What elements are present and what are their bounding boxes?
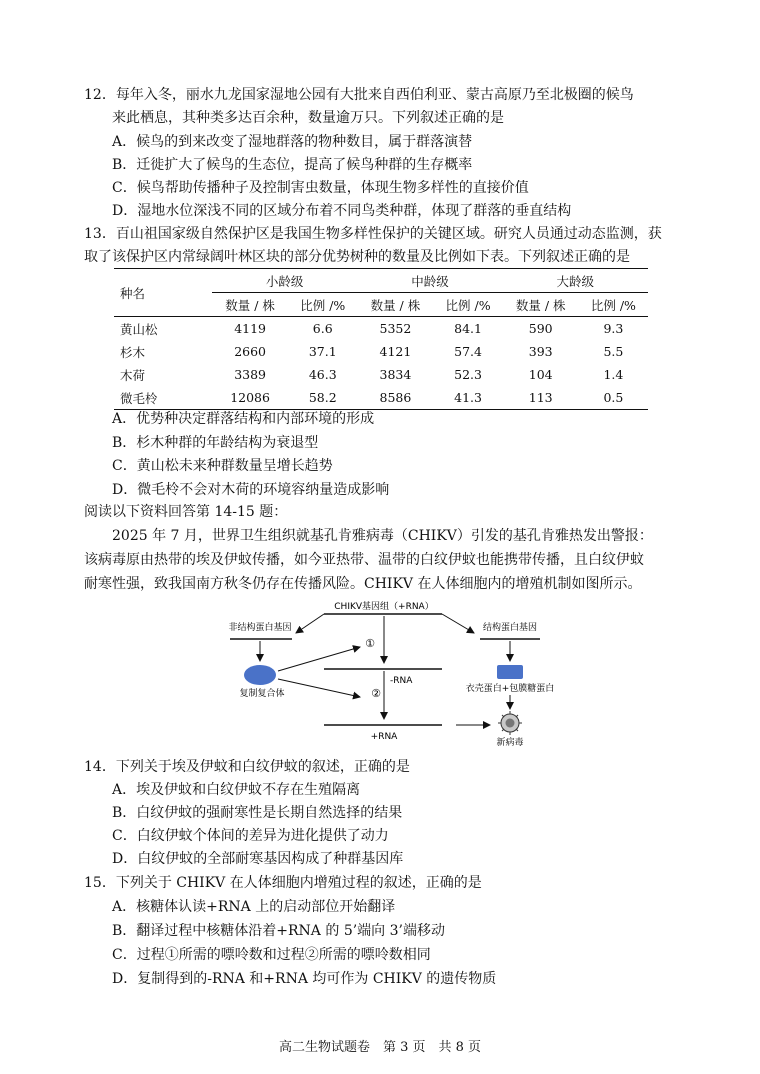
- arrow-to-nonstructural: [296, 614, 324, 633]
- q14-stem: 14．下列关于埃及伊蚊和白纹伊蚊的叙述，正确的是: [84, 759, 410, 775]
- q12-option-a: A．候鸟的到来改变了湿地群落的物种数目，属于群落演替: [112, 134, 473, 150]
- table-cell: 113: [503, 386, 579, 410]
- chikv-replication-diagram: [210, 597, 580, 749]
- replication-complex-label: 复制复合体: [239, 689, 285, 699]
- table-cell: 52.3: [454, 367, 482, 382]
- table-cell: 6.6: [312, 321, 333, 336]
- q13-option-b: B．杉木种群的年龄结构为衰退型: [112, 435, 319, 451]
- nonstructural-gene-label: 非结构蛋白基因: [228, 623, 292, 633]
- table-cell: 0.5: [579, 386, 648, 410]
- table-cell: 4119: [234, 321, 266, 336]
- table-cell: 3834: [379, 367, 412, 382]
- table-cell: 104: [528, 367, 553, 382]
- reading-para-line2: 该病毒原由热带的埃及伊蚊传播，如今亚热带、温带的白纹伊蚊也能携带传播，且白纹伊蚊: [84, 552, 644, 568]
- table-sub-header: 比例 /%: [288, 293, 357, 317]
- q13-stem-line2: 取了该保护区内常绿阔叶林区块的部分优势树种的数量及比例如下表。下列叙述正确的是: [84, 249, 630, 265]
- table-group-small: 小龄级: [212, 269, 357, 293]
- arrow-to-structural: [442, 614, 474, 633]
- table-cell: 84.1: [454, 321, 482, 336]
- table-group-middle: 中龄级: [357, 269, 502, 293]
- table-cell: 1.4: [603, 367, 624, 382]
- table-cell: 杉木: [120, 344, 146, 360]
- q14-option-a: A．埃及伊蚊和白纹伊蚊不存在生殖隔离: [112, 782, 361, 798]
- table-row: [114, 363, 648, 386]
- new-virus-icon: [498, 711, 522, 735]
- q15-option-c: C．过程①所需的嘌呤数和过程②所需的嘌呤数相同: [112, 947, 431, 963]
- table-cell: 8586: [357, 386, 433, 410]
- table-cell: 9.3: [603, 321, 624, 336]
- new-virus-label: 新病毒: [496, 738, 524, 748]
- q12-option-b: B．迁徙扩大了候鸟的生态位，提高了候鸟种群的生存概率: [112, 157, 473, 173]
- q14-option-b: B．白纹伊蚊的强耐寒性是长期自然选择的结果: [112, 805, 403, 821]
- proteins-shape: [497, 665, 523, 679]
- table-row: [114, 340, 648, 363]
- table-cell: 4121: [379, 344, 412, 359]
- q13-option-d: D．微毛柃不会对木荷的环境容纳量造成影响: [112, 482, 390, 498]
- table-cell: 2660: [234, 344, 266, 359]
- table-cell: 393: [528, 344, 553, 359]
- table-cell: 590: [528, 321, 553, 336]
- table-header-species: 种名: [114, 269, 212, 317]
- table-cell: 58.2: [288, 386, 357, 410]
- table-cell: 37.1: [308, 344, 337, 359]
- q14-option-c: C．白纹伊蚊个体间的差异为进化提供了动力: [112, 828, 389, 844]
- page-footer: 高二生物试题卷 第 3 页 共 8 页: [278, 1040, 482, 1055]
- q12-stem-line1: 12．每年入冬，丽水九龙国家湿地公园有大批来自西伯利亚、蒙古高原乃至北极圈的候鸟: [84, 87, 634, 103]
- minus-rna-label: -RNA: [390, 676, 413, 686]
- table-sub-header: 数量 / 株: [503, 293, 579, 317]
- table-sub-header: 比例 /%: [579, 293, 648, 317]
- table-sub-header: 数量 / 株: [212, 293, 288, 317]
- table-cell: 3389: [234, 367, 266, 382]
- q12-option-d: D．湿地水位深浅不同的区域分布着不同鸟类种群，体现了群落的垂直结构: [112, 203, 572, 219]
- table-cell: 46.3: [308, 367, 337, 382]
- arrow-complex-step2: [278, 679, 360, 697]
- table-cell: 微毛柃: [114, 386, 212, 410]
- reading-para-line3: 耐寒性强，致我国南方秋冬仍存在传播风险。CHIKV 在人体细胞内的增殖机制如图所示。: [84, 576, 642, 592]
- table-row: [114, 317, 648, 341]
- replication-complex-shape: [244, 665, 276, 685]
- reading-intro: 阅读以下资料回答第 14-15 题：: [84, 504, 288, 520]
- q15-stem: 15．下列关于 CHIKV 在人体细胞内增殖过程的叙述，正确的是: [84, 875, 482, 891]
- table-group-large: 大龄级: [503, 269, 648, 293]
- table-cell: 57.4: [454, 344, 482, 359]
- table-cell: 41.3: [434, 386, 503, 410]
- step1-label: ①: [365, 637, 375, 650]
- table-cell: 5352: [379, 321, 412, 336]
- q13-option-c: C．黄山松未来种群数量呈增长趋势: [112, 458, 333, 474]
- q12-stem-line2: 来此栖息，其种类多达百余种，数量逾万只。下列叙述正确的是: [112, 110, 504, 126]
- tree-species-table: [114, 268, 648, 410]
- table-cell: 黄山松: [120, 321, 158, 337]
- table-cell: 5.5: [603, 344, 624, 359]
- q13-stem-line1: 13．百山祖国家级自然保护区是我国生物多样性保护的关键区域。研究人员通过动态监测，获: [84, 226, 662, 242]
- q14-option-d: D．白纹伊蚊的全部耐寒基因构成了种群基因库: [112, 851, 404, 867]
- plus-rna-label: +RNA: [370, 732, 398, 742]
- table-cell: 木荷: [120, 367, 146, 383]
- step2-label: ②: [371, 687, 381, 700]
- q15-option-d: D．复制得到的-RNA 和+RNA 均可作为 CHIKV 的遗传物质: [112, 971, 497, 987]
- q15-option-b: B．翻译过程中核糖体沿着+RNA 的 5’端向 3’端移动: [112, 923, 445, 939]
- table-row: [114, 386, 648, 410]
- q13-option-a: A．优势种决定群落结构和内部环境的形成: [112, 411, 375, 427]
- proteins-label: 衣壳蛋白+包膜糖蛋白: [465, 684, 555, 694]
- genome-label: CHIKV基因组（+RNA）: [334, 602, 434, 612]
- reading-para-line1: 2025 年 7 月，世界卫生组织就基孔肯雅病毒（CHIKV）引发的基孔肯雅热发出警报：: [112, 528, 653, 544]
- arrow-complex-step1: [278, 647, 360, 671]
- structural-gene-label: 结构蛋白基因: [482, 623, 538, 633]
- table-sub-header: 比例 /%: [434, 293, 503, 317]
- table-cell: 12086: [212, 386, 288, 410]
- q12-option-c: C．候鸟帮助传播种子及控制害虫数量，体现生物多样性的直接价值: [112, 180, 529, 196]
- table-sub-header: 数量 / 株: [357, 293, 433, 317]
- q15-option-a: A．核糖体认读+RNA 上的启动部位开始翻译: [112, 899, 396, 915]
